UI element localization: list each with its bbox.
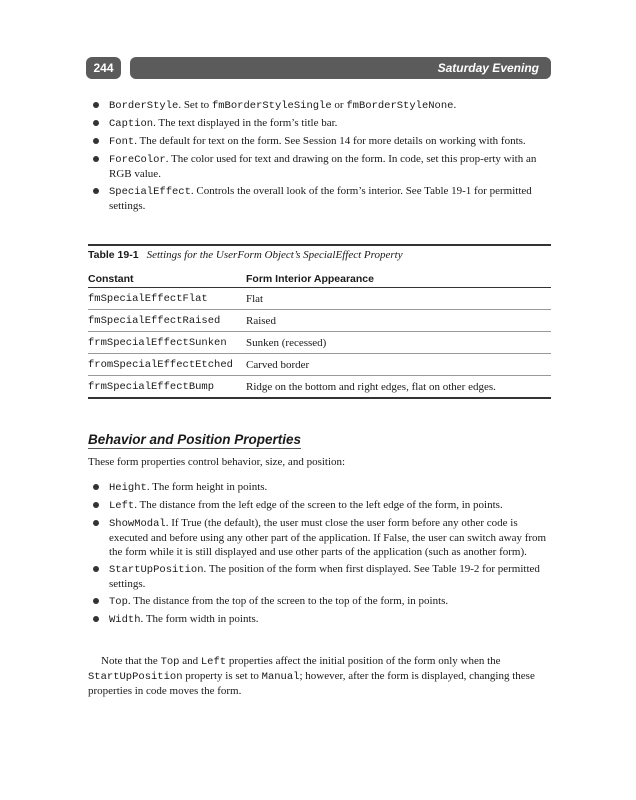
appearance-cell: Flat	[246, 292, 264, 305]
bullet-icon	[93, 138, 99, 144]
bullet-icon	[93, 156, 99, 162]
appearance-cell: Sunken (recessed)	[246, 336, 327, 349]
bullet-icon	[93, 120, 99, 126]
table-row	[88, 288, 551, 310]
section-intro: These form properties control behavior, size, and position:	[88, 456, 346, 468]
section-heading: Behavior and Position Properties	[88, 432, 302, 447]
closing-paragraph: Note that the Top and Left properties affect the initial position of the form only when the StartUpPosition property is set to Manual; however, after the form is displayed, changing these properties in code moves the form.	[88, 655, 535, 697]
list-item: BorderStyle. Set to fmBorderStyleSingle or fmBorderStyleNone.	[90, 98, 550, 113]
bullet-icon	[93, 484, 99, 490]
table-caption	[88, 246, 551, 265]
property-list-behavior	[90, 480, 550, 630]
column-header-constant: Constant	[88, 273, 134, 285]
running-header: Saturday Evening	[130, 57, 551, 79]
constant-cell: fmSpecialEffectRaised	[88, 314, 221, 327]
list-item: Font. The default for text on the form. See Session 14 for more details on working with fonts.	[90, 134, 550, 149]
table-title: Settings for the UserForm Object’s SpecialEffect Property	[146, 249, 403, 261]
column-header-appearance: Form Interior Appearance	[246, 273, 374, 285]
appearance-cell: Raised	[246, 314, 276, 327]
bullet-icon	[93, 566, 99, 572]
list-item: ShowModal. If True (the default), the user must close the user form before any other code is executed and before using any other part of the application. If False, the user can switch away from the form while it is still displayed and use other parts of the application (such as another form).	[90, 516, 550, 559]
bullet-icon	[93, 598, 99, 604]
list-item: Left. The distance from the left edge of the screen to the left edge of the form, in points.	[90, 498, 550, 513]
bullet-icon	[93, 188, 99, 194]
bullet-icon	[93, 520, 99, 526]
constant-cell: frmSpecialEffectBump	[88, 380, 215, 393]
list-item: SpecialEffect. Controls the overall look of the form’s interior. See Table 19-1 for permitted settings.	[90, 184, 550, 213]
special-effect-table	[88, 244, 551, 399]
table-label: Table 19-1	[88, 249, 139, 261]
table-row	[88, 376, 551, 399]
property-list-appearance	[90, 98, 550, 216]
bullet-icon	[93, 102, 99, 108]
appearance-cell: Ridge on the bottom and right edges, flat on other edges.	[246, 380, 496, 393]
table-row	[88, 354, 551, 376]
list-item: StartUpPosition. The position of the form when first displayed. See Table 19-2 for permitted settings.	[90, 562, 550, 591]
table-row	[88, 310, 551, 332]
list-item: Width. The form width in points.	[90, 612, 550, 627]
constant-cell: fmSpecialEffectFlat	[88, 292, 208, 305]
table-header-row	[88, 273, 551, 288]
page-number: 244	[86, 57, 121, 79]
constant-cell: fromSpecialEffectEtched	[88, 358, 233, 371]
list-item: Caption. The text displayed in the form’s title bar.	[90, 116, 550, 131]
bullet-icon	[93, 616, 99, 622]
list-item: Top. The distance from the top of the screen to the top of the form, in points.	[90, 594, 550, 609]
list-item: Height. The form height in points.	[90, 480, 550, 495]
table-row	[88, 332, 551, 354]
constant-cell: frmSpecialEffectSunken	[88, 336, 227, 349]
bullet-icon	[93, 502, 99, 508]
list-item: ForeColor. The color used for text and drawing on the form. In code, set this prop-erty with an RGB value.	[90, 152, 550, 181]
appearance-cell: Carved border	[246, 358, 310, 371]
